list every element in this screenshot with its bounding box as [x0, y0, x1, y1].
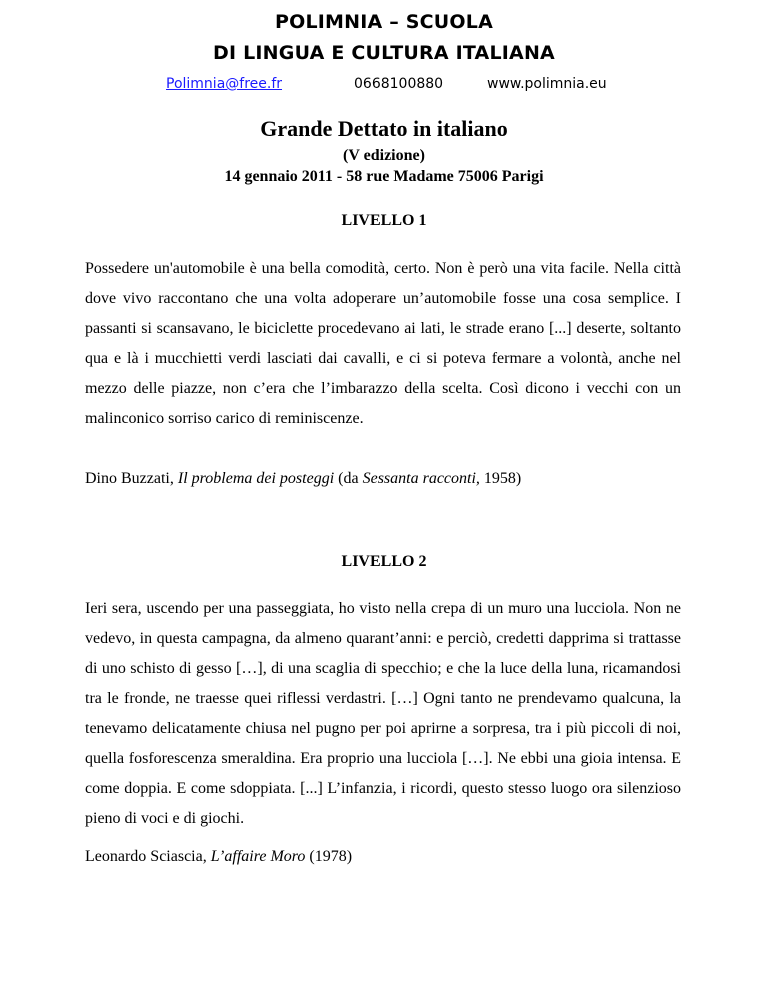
level2-credit	[85, 848, 681, 866]
level2-text: Ieri sera, uscendo per una passeggiata, ho visto nella crepa di un muro una lucciola. Non ne vedevo, in questa campagna, da almeno quarant’anni: e perciò, credetti dapprima si trattasse di uno schisto di gesso […], di una scaglia di specchio; e che la luce della luna, ricamandosi tra le fronde, ne traesse quei riflessi verdastri. […] Ogni tanto ne prendevamo qualcuna, la tenevamo delicatamente chiusa nel pugno per poi aprirne a sorpresa, tra i più piccoli di noi, quella fosforescenza smeraldina. Era proprio una lucciola […]. Ne ebbi una gioia intensa. E come doppia. E come sdoppiata. [...] L’infanzia, i ricordi, questo stesso luogo ora silenzioso pieno di voci e di giochi.	[85, 600, 681, 827]
website-text: www.polimnia.eu	[487, 76, 607, 92]
edition-subtitle: (V edizione)	[343, 147, 425, 164]
email-link[interactable]: Polimnia@free.fr	[166, 76, 283, 92]
phone-number: 0668100880	[354, 76, 444, 92]
org-name-line1: POLIMNIA – SCUOLA	[275, 11, 493, 33]
level2-author: Leonardo Sciascia,	[85, 848, 211, 865]
level1-heading: LIVELLO 1	[341, 212, 427, 229]
level2-work: L’affaire Moro	[210, 848, 306, 865]
level1-source-close: 1958)	[479, 470, 522, 487]
main-title: Grande Dettato in italiano	[260, 116, 508, 141]
level2-year: (1978)	[305, 848, 353, 865]
level1-author: Dino Buzzati,	[85, 470, 178, 487]
org-name-line2: DI LINGUA E CULTURA ITALIANA	[213, 42, 555, 64]
level1-collection: Sessanta racconti,	[362, 470, 480, 487]
contact-line	[0, 76, 768, 98]
level1-work: Il problema dei posteggi	[177, 470, 335, 487]
level1-text: Possedere un'automobile è una bella comodità, certo. Non è però una vita facile. Nella città dove vivo raccontano che una volta adoperare un’automobile fosse una cosa semplice. I passanti si scansavano, le biciclette procedevano ai lati, le strade erano [...] deserte, soltanto qua e là i mucchietti verdi lasciati dai cavalli, e ci si poteva fermare a volontà, anche nel mezzo delle piazze, non c’era che l’imbarazzo della scelta. Così dicono i vecchi con un malinconico sorriso carico di reminiscenze.	[85, 260, 681, 427]
level1-source-open: (da	[334, 470, 363, 487]
level1-credit	[85, 470, 681, 488]
date-place-subtitle: 14 gennaio 2011 - 58 rue Madame 75006 Parigi	[224, 168, 544, 185]
level2-heading: LIVELLO 2	[341, 553, 427, 570]
